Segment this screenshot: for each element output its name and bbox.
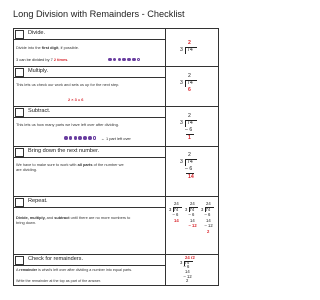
long-division-work: [180, 256, 210, 284]
step-checkbox[interactable]: [15, 108, 24, 117]
step-heading: Check for remainders.: [28, 256, 84, 262]
step-header: [14, 197, 166, 208]
step-example: 3 can be divided by 7 2 times.: [16, 57, 69, 62]
step-description: This lets us check our work and sets us up for the next step.: [16, 82, 120, 87]
dot-icon: [64, 136, 68, 140]
long-division-work: [180, 113, 210, 145]
divisor: 3: [180, 120, 183, 126]
leftover-label: ← 1 part left over: [101, 135, 131, 141]
step-checkbox[interactable]: [15, 68, 24, 77]
step-divide: [14, 29, 218, 67]
dot-icon: [69, 136, 73, 140]
work-line: 14: [190, 217, 195, 223]
step-text-cell: [14, 255, 166, 285]
step-equation: 2 × 3 = 6: [68, 97, 84, 102]
divisor: 3: [169, 206, 172, 212]
work-line: – 6: [183, 264, 190, 270]
dot-icon: [132, 58, 136, 62]
dot-icon: [78, 136, 82, 140]
work-line: – 12: [183, 273, 192, 279]
divisor: 3: [185, 206, 188, 212]
dividend: 74: [187, 47, 193, 53]
step-checkbox[interactable]: [15, 148, 24, 157]
dividend: 74: [173, 206, 179, 212]
step-text-cell: [14, 107, 166, 146]
step-heading: Divide.: [28, 30, 46, 36]
step-description: We have to make sure to work with all parts of the number we are dividing.: [16, 162, 124, 173]
step-subtract: [14, 107, 218, 147]
division-bracket: [185, 120, 186, 127]
product: – 6: [185, 166, 193, 172]
step-header: [14, 107, 166, 118]
step-description: Divide, multiply, and subtract until there are no more numbers to bring down.: [16, 215, 131, 226]
step-header: [14, 255, 166, 266]
step-description: A remainder is what's left over after dividing a number into equal parts.: [16, 268, 133, 272]
step-heading: Repeat.: [28, 198, 48, 204]
step-text-cell: [14, 197, 166, 254]
work-line: – 12: [188, 223, 197, 228]
step-checkbox[interactable]: [15, 30, 24, 39]
long-division-work: [185, 201, 204, 251]
dot-icon: [113, 58, 117, 62]
product: – 6: [185, 127, 193, 133]
step-text-cell: [14, 29, 166, 66]
division-bracket: [185, 47, 186, 54]
division-bracket: [185, 159, 186, 166]
work-line: 14: [206, 217, 211, 223]
dot-icon: [88, 136, 92, 140]
checklist-table: [13, 28, 219, 286]
work-line: – 6: [204, 212, 211, 217]
quotient: 2: [188, 73, 191, 79]
divisor: 3: [180, 80, 183, 86]
work-line: 2: [207, 228, 210, 234]
step-header: [14, 147, 166, 158]
long-division-work: [201, 201, 217, 251]
step-work-cell: [166, 147, 218, 196]
work-line: – 6: [188, 212, 195, 217]
dot-icon: [122, 58, 126, 62]
work-line: 2: [186, 278, 189, 284]
divisor: 3: [201, 206, 204, 212]
dot-icon: [118, 58, 122, 62]
step-header: [14, 29, 166, 40]
quotient: 24: [190, 201, 195, 206]
dividend: 74: [205, 206, 211, 212]
step-text-cell: [14, 67, 166, 106]
step-work-cell: [166, 255, 218, 285]
step-remainders: [14, 255, 218, 285]
step-work-cell: [166, 29, 218, 66]
page-title: Long Division with Remainders - Checklist: [13, 9, 185, 19]
long-division-work: [180, 73, 210, 103]
quotient: 24: [174, 201, 179, 206]
dividend: 74: [187, 80, 193, 86]
dividend: 74: [187, 120, 193, 126]
dot-icon: [127, 58, 131, 62]
dot-group: [108, 58, 140, 62]
step-work-cell: [166, 197, 218, 254]
quotient: 24 r2: [185, 255, 195, 260]
dot-icon: [108, 58, 112, 62]
difference: 1: [188, 134, 191, 141]
step-checkbox[interactable]: [15, 198, 24, 207]
step-heading: Bring down the next number.: [28, 148, 100, 154]
step-note: Write the remainder at the top as part of the answer.: [16, 279, 101, 283]
dividend: 74: [189, 206, 195, 212]
dot-icon: [83, 136, 87, 140]
divisor: 3: [180, 159, 183, 165]
work-line: 14: [185, 269, 190, 274]
step-header: [14, 67, 166, 78]
quotient: 24: [206, 201, 211, 206]
dot-icon: [74, 136, 78, 140]
step-text-cell: [14, 147, 166, 196]
dividend: 74: [184, 259, 190, 265]
step-checkbox[interactable]: [15, 256, 24, 265]
step-description: This lets us how many parts we have left over after dividing.: [16, 122, 119, 127]
step-repeat: [14, 197, 218, 255]
step-work-cell: [166, 107, 218, 146]
step-bring-down: [14, 147, 218, 197]
product: 6: [188, 87, 191, 93]
divisor: 3: [180, 47, 183, 53]
difference: 14: [188, 173, 194, 180]
quotient: 2: [188, 152, 191, 158]
dividend: 74: [187, 159, 193, 165]
dot-group: [64, 136, 96, 140]
quotient: 2: [188, 113, 191, 119]
quotient: 2: [188, 40, 191, 46]
step-multiply: [14, 67, 218, 107]
step-heading: Multiply.: [28, 68, 49, 74]
division-bracket: [185, 80, 186, 87]
long-division-work: [169, 201, 188, 251]
dot-icon: [137, 58, 141, 62]
work-line: – 6: [172, 212, 179, 217]
long-division-work: [180, 40, 210, 66]
long-division-work: [180, 152, 210, 192]
step-heading: Subtract.: [28, 108, 51, 114]
step-description: Divide into the first digit, if possible.: [16, 45, 79, 50]
divisor: 3: [180, 259, 183, 265]
work-line: 14: [174, 217, 179, 223]
dot-icon: [93, 136, 97, 140]
step-work-cell: [166, 67, 218, 106]
work-line: – 12: [204, 223, 213, 228]
